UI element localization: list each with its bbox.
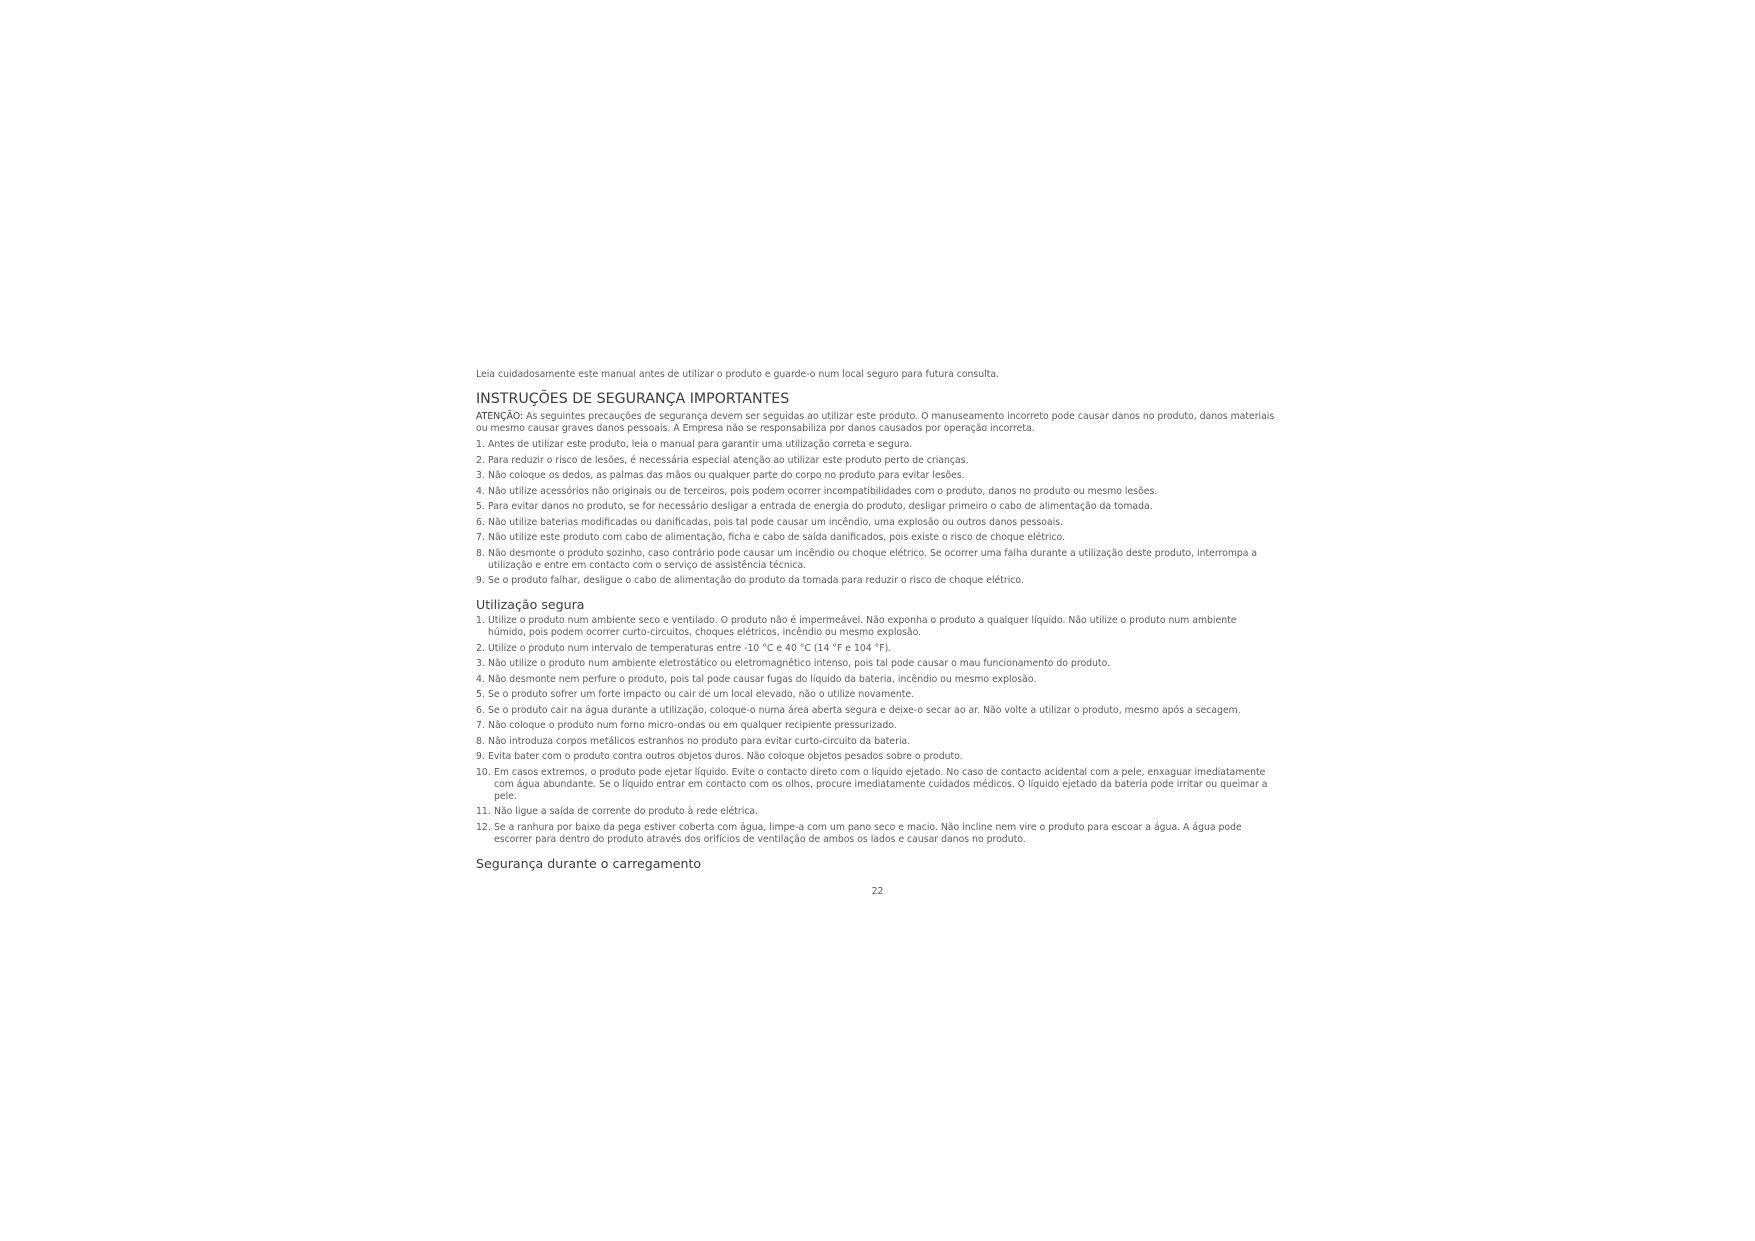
item-number: 12. bbox=[476, 821, 491, 833]
list-item bbox=[476, 501, 1276, 513]
list-item bbox=[476, 767, 1276, 803]
item-number: 8. bbox=[476, 735, 485, 747]
list-item bbox=[476, 720, 1276, 732]
item-text: Utilize o produto num ambiente seco e ventilado. O produto não é impermeável. Não exponha o produto a qualquer líquido. Não utilize o produto num ambiente húmido, pois podem ocorrer curto-circuitos, choques elétricos, incêndio ou mesmo explosão. bbox=[488, 615, 1237, 638]
list-item bbox=[476, 548, 1276, 572]
item-number: 5. bbox=[476, 689, 485, 700]
item-number: 2. bbox=[476, 642, 485, 654]
manual-page bbox=[476, 368, 1276, 872]
list-item bbox=[476, 439, 1276, 451]
list-item bbox=[476, 658, 1276, 670]
item-text: Utilize o produto num intervalo de temperaturas entre -10 °C e 40 °C (14 °F e 104 °F). bbox=[488, 642, 892, 654]
item-text: Não utilize baterias modificadas ou danificadas, pois tal pode causar um incêndio, uma explosão ou outros danos pessoais. bbox=[488, 516, 1064, 528]
section-heading-charging-safety: Segurança durante o carregamento bbox=[476, 855, 702, 871]
item-number: 7. bbox=[476, 720, 485, 731]
list-item bbox=[476, 486, 1276, 498]
item-text: Para evitar danos no produto, se for necessário desligar a entrada de energia do produto, desligar primeiro o cabo de alimentação da tomada. bbox=[488, 501, 1153, 512]
item-text: Não desmonte o produto sozinho, caso contrário pode causar um incêndio ou choque elétrico. Se ocorrer uma falha durante a utilização deste produto, interrompa a utilização e entre em contacto com o serviço de assistência técnica. bbox=[488, 547, 1258, 571]
item-number: 8. bbox=[476, 547, 485, 559]
list-item bbox=[476, 674, 1276, 686]
item-text: Não utilize acessórios não originais ou de terceiros, pois podem ocorrer incompatibilidades com o produto, danos no produto ou mesmo lesões. bbox=[488, 485, 1158, 497]
item-text: Para reduzir o risco de lesões, é necessária especial atenção ao utilizar este produto perto de crianças. bbox=[488, 454, 969, 466]
item-number: 6. bbox=[476, 704, 485, 716]
item-text: Não utilize este produto com cabo de alimentação, ficha e cabo de saída danificados, pois existe o risco de choque elétrico. bbox=[488, 532, 1066, 543]
warning-label: ATENÇÃO: bbox=[476, 411, 524, 422]
item-text: Se a ranhura por baixo da pega estiver coberta com água, limpe-a com um pano seco e macio. Não incline nem vire o produto para escoar a água. A água pode escorrer para dentro do produto através dos orifícios de ventilação de ambos os lados e causar danos no produto. bbox=[494, 821, 1242, 845]
item-text: Não desmonte nem perfure o produto, pois tal pode causar fugas do líquido da bateria, incêndio ou mesmo explosão. bbox=[488, 673, 1037, 685]
page-number: 22 bbox=[871, 886, 884, 897]
list-item bbox=[476, 470, 1276, 482]
item-text: Evita bater com o produto contra outros objetos duros. Não coloque objetos pesados sobre o produto. bbox=[488, 751, 963, 762]
item-text: Se o produto sofrer um forte impacto ou cair de um local elevado, não o utilize novamente. bbox=[488, 689, 915, 700]
item-text: Não utilize o produto num ambiente eletrostático ou eletromagnético intenso, pois tal pode causar o mau funcionamento do produto. bbox=[488, 658, 1111, 669]
item-text: Em casos extremos, o produto pode ejetar líquido. Evite o contacto direto com o líquido ejetado. No caso de contacto acidental com a pele, enxaguar imediatamente com água abundante. Se o líquido entrar em contacto com os olhos, procure imediatamente cuidados médicos. O líquido ejetado da bateria pode irritar ou queimar a pele. bbox=[494, 766, 1268, 802]
safety-instructions-list bbox=[476, 439, 1276, 587]
item-number: 3. bbox=[476, 470, 485, 481]
list-item bbox=[476, 575, 1276, 587]
item-text: Não introduza corpos metálicos estranhos no produto para evitar curto-circuito da bateria. bbox=[488, 735, 911, 747]
list-item bbox=[476, 615, 1276, 639]
safe-use-list bbox=[476, 615, 1276, 846]
item-number: 9. bbox=[476, 575, 485, 586]
item-number: 4. bbox=[476, 485, 485, 497]
item-number: 11. bbox=[476, 806, 491, 817]
item-number: 5. bbox=[476, 501, 485, 512]
list-item bbox=[476, 643, 1276, 655]
page-title: INSTRUÇÕES DE SEGURANÇA IMPORTANTES bbox=[476, 391, 790, 407]
item-number: 10. bbox=[476, 766, 491, 778]
item-number: 4. bbox=[476, 673, 485, 685]
item-number: 2. bbox=[476, 454, 485, 466]
list-item bbox=[476, 532, 1276, 544]
list-item bbox=[476, 736, 1276, 748]
list-item bbox=[476, 751, 1276, 763]
list-item bbox=[476, 455, 1276, 467]
item-text: Não coloque o produto num forno micro-ondas ou em qualquer recipiente pressurizado. bbox=[488, 720, 897, 731]
item-number: 1. bbox=[476, 439, 485, 450]
item-text: Não ligue a saída de corrente do produto à rede elétrica. bbox=[494, 806, 759, 817]
item-number: 9. bbox=[476, 751, 485, 762]
list-item bbox=[476, 689, 1276, 701]
item-number: 1. bbox=[476, 615, 485, 626]
list-item bbox=[476, 806, 1276, 818]
intro-text: Leia cuidadosamente este manual antes de utilizar o produto e guarde-o num local seguro para futura consulta. bbox=[476, 369, 1000, 380]
list-item bbox=[476, 517, 1276, 529]
item-text: Antes de utilizar este produto, leia o manual para garantir uma utilização correta e segura. bbox=[488, 439, 913, 450]
item-text: Se o produto cair na água durante a utilização, coloque-o numa área aberta segura e deixe-o secar ao ar. Não volte a utilizar o produto, mesmo após a secagem. bbox=[488, 704, 1241, 716]
item-text: Não coloque os dedos, as palmas das mãos ou qualquer parte do corpo no produto para evitar lesões. bbox=[488, 470, 965, 481]
item-number: 6. bbox=[476, 516, 485, 528]
warning-text: As seguintes precauções de segurança devem ser seguidas ao utilizar este produto. O manuseamento incorreto pode causar danos no produto, danos materiais ou mesmo causar graves danos pessoais. A Empresa não se responsabiliza por danos causados por operação incorreta. bbox=[476, 411, 1275, 434]
warning-paragraph bbox=[476, 411, 1276, 435]
item-number: 7. bbox=[476, 532, 485, 543]
list-item bbox=[476, 705, 1276, 717]
list-item bbox=[476, 822, 1276, 846]
item-text: Se o produto falhar, desligue o cabo de alimentação do produto da tomada para reduzir o risco de choque elétrico. bbox=[488, 575, 1024, 586]
section-heading-safe-use: Utilização segura bbox=[476, 597, 585, 612]
item-number: 3. bbox=[476, 658, 485, 669]
